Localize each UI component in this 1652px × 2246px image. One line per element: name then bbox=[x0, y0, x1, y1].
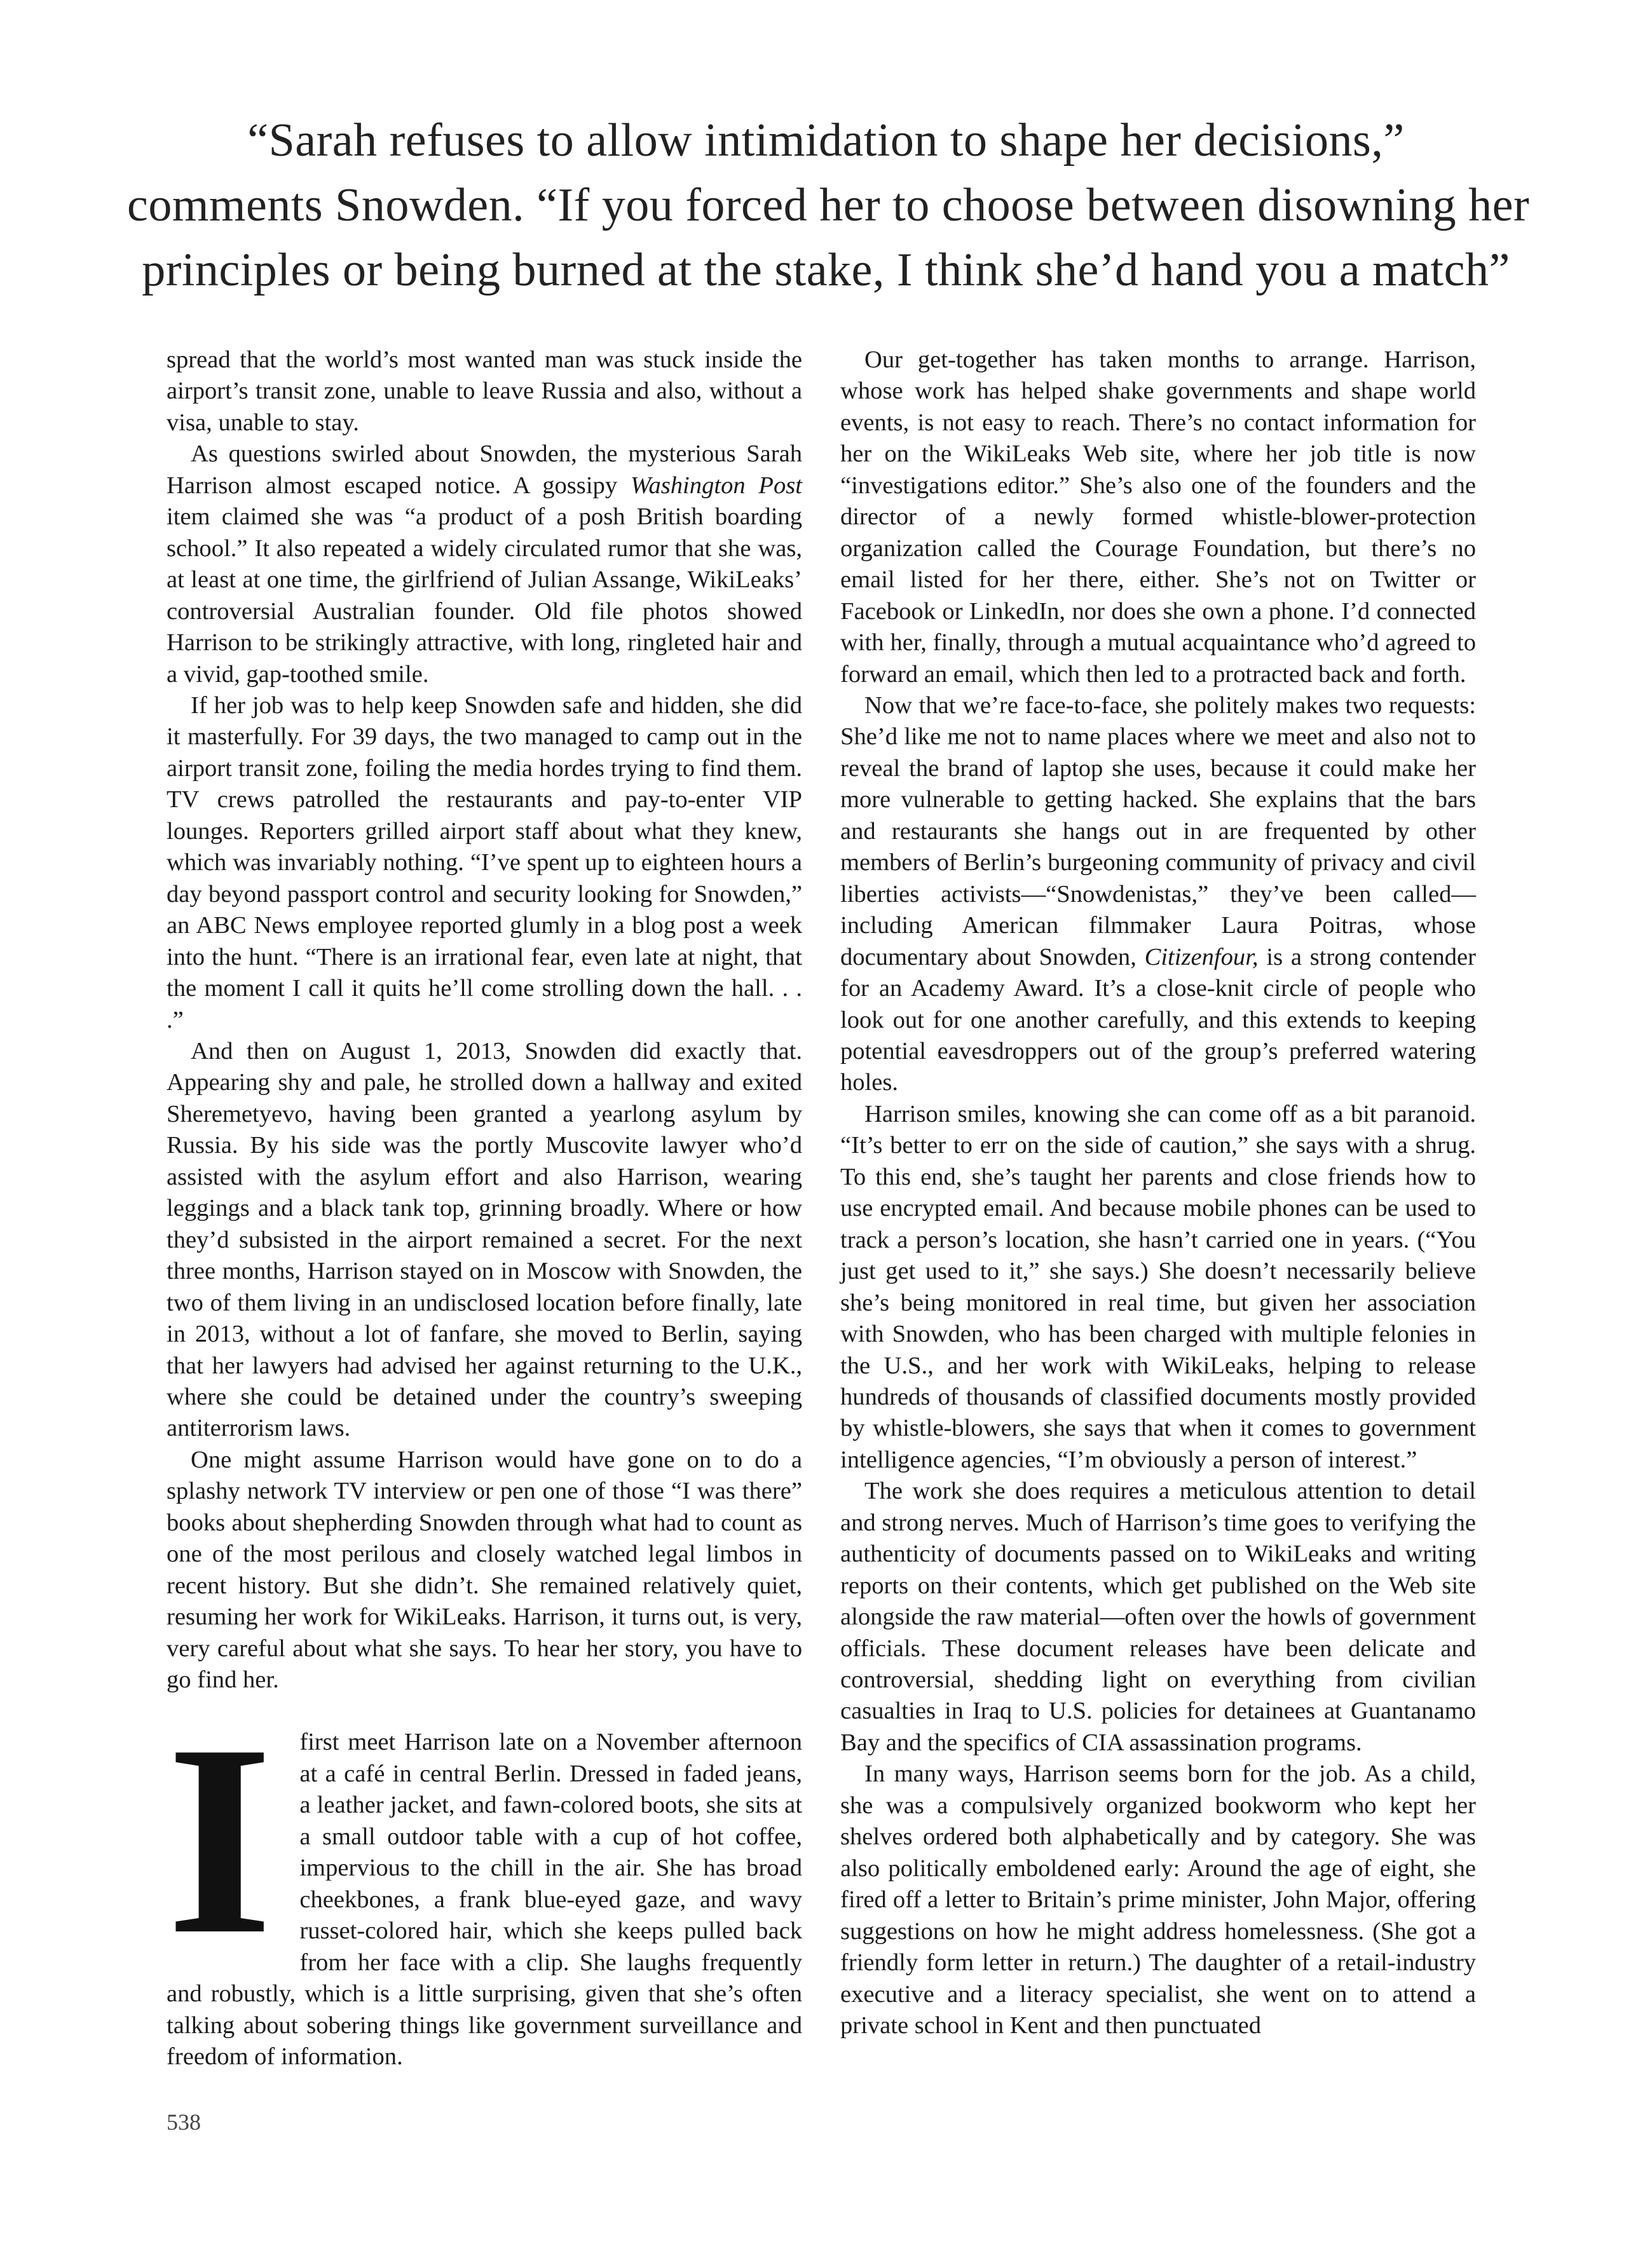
right-paragraph-3: Harrison smiles, knowing she can come off as a bit paranoid. “It’s better to err on the side of caution,” she says with a shrug. To this end, she’s taught her parents and close friends how to use encrypted email. And because mobile phones can be used to track a person’s location, she hasn’t carried one in years. (“You just get used to it,” she says.) She doesn’t necessarily believe she’s being monitored in real time, but given her association with Snowden, who has been charged with multiple felonies in the U.S., and her work with WikiLeaks, helping to release hundreds of thousands of classified documents mostly provided by whistle-blowers, she says that when it comes to government intelligence agencies, “I’m obviously a person of interest.” bbox=[840, 1100, 1476, 1473]
right-paragraph-2-text-a: Now that we’re face-to-face, she politely makes two requests: She’d like me not to name places where we meet and also not to reveal the brand of laptop she uses, because it could make her more vulnerable to getting hacked. She explains that the bars and restaurants she hangs out in are frequented by other members of Berlin’s burgeoning community of privacy and civil liberties activists—“Snowdenistas,” they’ve been called—including American filmmaker Laura Poitras, whose documentary about Snowden, bbox=[840, 691, 1476, 970]
page-number: 538 bbox=[167, 2109, 201, 2135]
left-paragraph-3: If her job was to help keep Snowden safe and hidden, she did it masterfully. For 39 days, the two managed to camp out in the airport transit zone, foiling the media hordes trying to find them. TV crews patrolled the restaurants and pay-to-enter VIP lounges. Reporters grilled airport staff about what they knew, which was invariably nothing. “I’ve spent up to eighteen hours a day beyond passport control and security looking for Snowden,” an ABC News employee reported glumly in a blog post a week into the hunt. “There is an irrational fear, even late at night, that the moment I call it quits he’ll come strolling down the hall. . . .” bbox=[167, 691, 802, 1033]
washington-post-italic: Washington Post bbox=[630, 472, 802, 499]
left-paragraph-5: One might assume Harrison would have gone on to do a splashy network TV interview or pen one of those “I was there” books about shepherding Snowden through what had to count as one of the most perilous and closely watched legal limbos in recent history. But she didn’t. She remained relatively quiet, resuming her work for WikiLeaks. Harrison, it turns out, is very, very careful about what she says. To hear her story, you have to go find her. bbox=[167, 1446, 802, 1694]
left-paragraph-1: spread that the world’s most wanted man was stuck inside the airport’s transit zone, unable to leave Russia and also, without a visa, unable to stay. bbox=[167, 346, 802, 436]
left-paragraph-4: And then on August 1, 2013, Snowden did exactly that. Appearing shy and pale, he strolled down a hallway and exited Sheremetyevo, having been granted a yearlong asylum by Russia. By his side was the portly Muscovite lawyer who’d assisted with the asylum effort and also Harrison, wearing leggings and a black tank top, grinning broadly. Where or how they’d subsisted in the airport remained a secret. For the next three months, Harrison stayed on in Moscow with Snowden, the two of them living in an undisclosed location before finally, late in 2013, without a lot of fanfare, she moved to Berlin, saying that her lawyers had advised her against returning to the U.K., where she could be detained under the country’s sweeping antiterrorism laws. bbox=[167, 1037, 802, 1442]
left-paragraph-2-text-a: As questions swirled about Snowden, the mysterious Sarah Harrison almost escaped notice. A gossipy bbox=[167, 440, 802, 499]
left-paragraph-6 bbox=[167, 1689, 802, 2072]
left-paragraph-2 bbox=[167, 439, 802, 690]
pull-quote-line-2: comments Snowden. “If you forced her to choose between disowning her bbox=[127, 179, 1530, 231]
left-paragraph-2-text-b: item claimed she was “a product of a posh British boarding school.” It also repeated a widely circulated rumor that she was, at least at one time, the girlfriend of Julian Assange, WikiLeaks’ controversial Australian founder. Old file photos showed Harrison to be strikingly attractive, with long, ringleted hair and a vivid, gap-toothed smile. bbox=[167, 503, 802, 688]
right-paragraph-2 bbox=[840, 690, 1476, 1099]
left-column bbox=[167, 344, 802, 2072]
right-paragraph-2-text-b: is a strong contender for an Academy Award. It’s a close-knit circle of people who look out for one another carefully, and this extends to keeping potential eavesdroppers out of the group’s preferred watering holes. bbox=[840, 943, 1476, 1096]
citizenfour-italic: Citizenfour, bbox=[1144, 943, 1259, 970]
pull-quote-line-3: principles or being burned at the stake, I think she’d hand you a match” bbox=[142, 244, 1510, 296]
right-paragraph-4: The work she does requires a meticulous attention to detail and strong nerves. Much of Harrison’s time goes to verifying the authenticity of documents passed on to WikiLeaks and writing reports on their contents, which get published on the Web site alongside the raw material—often over the howls of government officials. These document releases have been delicate and controversial, shedding light on everything from civilian casualties in Iraq to U.S. policies for detainees at Guantanamo Bay and the specifics of CIA assassination programs. bbox=[840, 1478, 1476, 1756]
pull-quote-line-1: “Sarah refuses to allow intimidation to shape her decisions,” bbox=[247, 114, 1405, 167]
left-paragraph-6-text: first meet Harrison late on a November afternoon at a café in central Berlin. Dressed in faded jeans, a leather jacket, and fawn-colored boots, she sits at a small outdoor table with a cup of hot coffee, impervious to the chill in the air. She has broad cheekbones, a frank blue-eyed gaze, and wavy russet-colored hair, which she keeps pulled back from her face with a clip. She laughs frequently and robustly, which is a little surprising, given that she’s often talking about sobering things like government surveillance and freedom of information. bbox=[167, 1729, 802, 2071]
right-paragraph-1: Our get-together has taken months to arrange. Harrison, whose work has helped shake governments and shape world events, is not easy to reach. There’s no contact information for her on the WikiLeaks Web site, where her job title is now “investigations editor.” She’s also one of the founders and the director of a newly formed whistle-blower-protection organization called the Courage Foundation, but there’s no email listed for her there, either. She’s not on Twitter or Facebook or LinkedIn, nor does she own a phone. I’d connected with her, finally, through a mutual acquaintance who’d agreed to forward an email, which then led to a protracted back and forth. bbox=[840, 346, 1476, 688]
drop-cap: I bbox=[167, 1689, 273, 1992]
right-paragraph-5: In many ways, Harrison seems born for the job. As a child, she was a compulsively organized bookworm who kept her shelves ordered both alphabetically and by category. She was also politically emboldened early: Around the age of eight, she fired off a letter to Britain’s prime minister, John Major, offering suggestions on how he might address homelessness. (She got a friendly form letter in return.) The daughter of a retail-industry executive and a literacy specialist, she went on to attend a private school in Kent and then punctuated bbox=[840, 1760, 1476, 2039]
right-column bbox=[840, 344, 1476, 2041]
pull-quote bbox=[127, 108, 1530, 303]
